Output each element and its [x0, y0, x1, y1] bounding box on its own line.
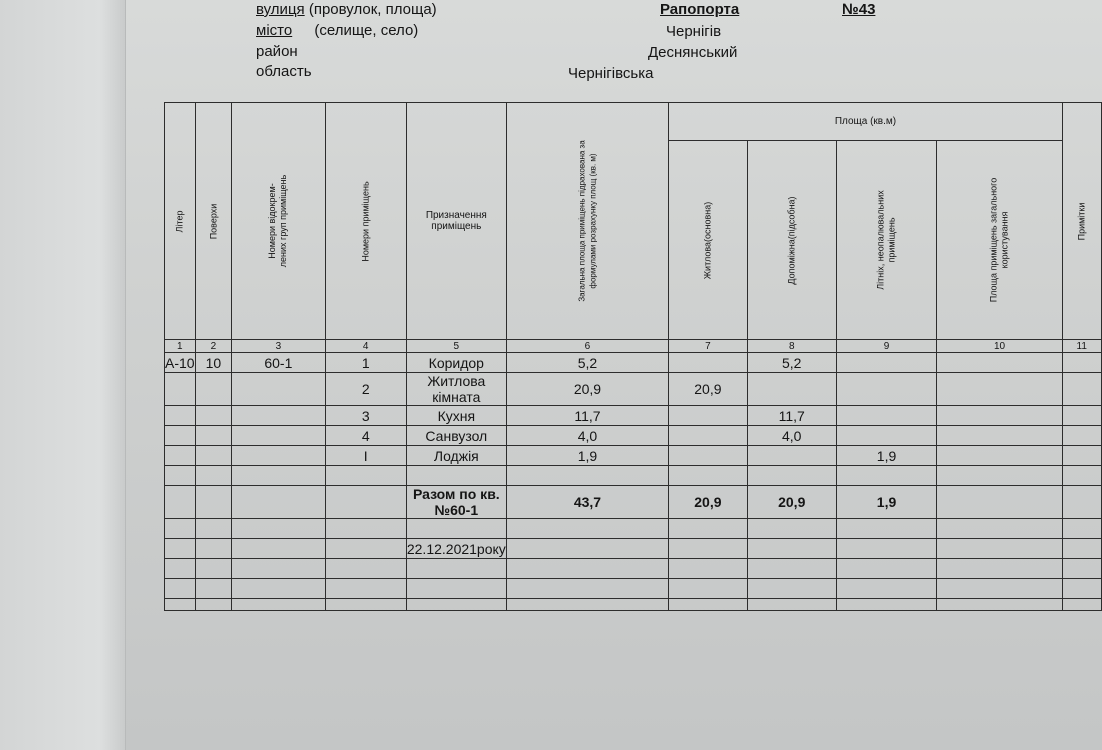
- date-row: [165, 539, 1102, 559]
- column-numbers-row: [165, 340, 1102, 353]
- city-line: [256, 22, 418, 39]
- total-living: 20,9: [669, 486, 748, 519]
- cell-room-no: 1: [325, 353, 406, 373]
- cell-group: [232, 373, 325, 406]
- col-groups: Номери відокрем- лених груп приміщень: [232, 103, 325, 340]
- col-room-numbers: Номери приміщень: [325, 103, 406, 340]
- table-row: [165, 559, 1102, 579]
- cell-living: [669, 353, 748, 373]
- cell-summer: [836, 353, 936, 373]
- cell-group: [232, 406, 325, 426]
- city-label: місто: [256, 22, 293, 39]
- cell-group: 60-1: [232, 353, 325, 373]
- city-hint: (селище, село): [314, 22, 419, 39]
- cell-liter: [165, 426, 196, 446]
- cell-note: [1062, 353, 1101, 373]
- col-number: 9: [836, 340, 936, 353]
- table-row: [165, 446, 1102, 466]
- table-row: [165, 579, 1102, 599]
- col-number: 11: [1062, 340, 1101, 353]
- table-row: [165, 406, 1102, 426]
- cell-living: [669, 406, 748, 426]
- cell-purpose: Коридор: [406, 353, 506, 373]
- cell-room-no: I: [325, 446, 406, 466]
- col-living: Житлова(основна): [669, 141, 748, 340]
- col-notes: Примітки: [1062, 103, 1101, 340]
- col-floors: Поверхи: [195, 103, 232, 340]
- cell-living: [669, 426, 748, 446]
- cell-floors: [195, 373, 232, 406]
- cell-room-no: 3: [325, 406, 406, 426]
- cell-aux: [747, 446, 836, 466]
- total-row: [165, 486, 1102, 519]
- cell-purpose: Санвузол: [406, 426, 506, 446]
- street-hint: (провулок, площа): [308, 1, 437, 18]
- col-number: 6: [506, 340, 668, 353]
- table-row: [165, 519, 1102, 539]
- cell-living: [669, 446, 748, 466]
- col-common: Площа приміщень загального користування: [937, 141, 1063, 340]
- area-group-header: Площа (кв.м): [669, 103, 1063, 141]
- table-row: [165, 599, 1102, 611]
- cell-note: [1062, 426, 1101, 446]
- total-summer: 1,9: [836, 486, 936, 519]
- col-number: 2: [195, 340, 232, 353]
- table-row: [165, 426, 1102, 446]
- col-total-area: Загальна площа приміщень підрахована за формулами розрахунку площ (кв. м): [506, 103, 668, 340]
- cell-note: [1062, 446, 1101, 466]
- house-number: №43: [842, 1, 876, 18]
- header-row-1: [165, 103, 1102, 141]
- cell-room-no: 2: [325, 373, 406, 406]
- cell-common: [937, 446, 1063, 466]
- cell-floors: [195, 406, 232, 426]
- adjacent-page: [0, 0, 126, 750]
- col-number: 4: [325, 340, 406, 353]
- city-value: Чернігів: [666, 23, 722, 40]
- cell-room-no: 4: [325, 426, 406, 446]
- cell-common: [937, 406, 1063, 426]
- street-value: Рапопорта: [660, 1, 740, 18]
- street-line: [256, 1, 437, 18]
- cell-total: 20,9: [506, 373, 668, 406]
- cell-note: [1062, 406, 1101, 426]
- col-auxiliary: Допоміжна(підсобна): [747, 141, 836, 340]
- total-label: Разом по кв. №60-1: [406, 486, 506, 519]
- col-number: 8: [747, 340, 836, 353]
- table-row: [165, 373, 1102, 406]
- col-number: 5: [406, 340, 506, 353]
- cell-group: [232, 426, 325, 446]
- date-cell: 22.12.2021року: [406, 540, 506, 557]
- cell-floors: [195, 426, 232, 446]
- cell-liter: [165, 446, 196, 466]
- region-label: область: [256, 63, 312, 80]
- cell-purpose: Кухня: [406, 406, 506, 426]
- cell-aux: [747, 373, 836, 406]
- cell-summer: [836, 406, 936, 426]
- cell-aux: 11,7: [747, 406, 836, 426]
- cell-common: [937, 353, 1063, 373]
- cell-floors: 10: [195, 353, 232, 373]
- table-row: [165, 466, 1102, 486]
- col-liter: Літер: [165, 103, 196, 340]
- cell-living: 20,9: [669, 373, 748, 406]
- cell-common: [937, 426, 1063, 446]
- cell-summer: [836, 426, 936, 446]
- col-summer: Літніх, неопалювальних приміщень: [836, 141, 936, 340]
- cell-aux: 4,0: [747, 426, 836, 446]
- cell-aux: 5,2: [747, 353, 836, 373]
- cell-total: 11,7: [506, 406, 668, 426]
- cell-summer: [836, 373, 936, 406]
- cell-liter: [165, 406, 196, 426]
- street-label: вулиця: [256, 1, 305, 18]
- table-row: [165, 353, 1102, 373]
- district-label: район: [256, 43, 298, 60]
- total-aux: 20,9: [747, 486, 836, 519]
- col-number: 1: [165, 340, 196, 353]
- district-value: Деснянський: [648, 44, 738, 61]
- cell-liter: [165, 373, 196, 406]
- rooms-table: [164, 102, 1102, 611]
- col-number: 3: [232, 340, 325, 353]
- cell-total: 5,2: [506, 353, 668, 373]
- cell-purpose: Житлова кімната: [406, 373, 506, 406]
- cell-common: [937, 373, 1063, 406]
- cell-total: 1,9: [506, 446, 668, 466]
- cell-total: 4,0: [506, 426, 668, 446]
- cell-liter: А-10: [165, 354, 195, 371]
- col-number: 10: [937, 340, 1063, 353]
- cell-floors: [195, 446, 232, 466]
- cell-group: [232, 446, 325, 466]
- cell-summer: 1,9: [836, 446, 936, 466]
- region-value: Чернігівська: [568, 65, 654, 82]
- col-number: 7: [669, 340, 748, 353]
- cell-note: [1062, 373, 1101, 406]
- total-area: 43,7: [506, 486, 668, 519]
- col-purpose: Призначення приміщень: [406, 103, 506, 340]
- cell-purpose: Лоджія: [406, 446, 506, 466]
